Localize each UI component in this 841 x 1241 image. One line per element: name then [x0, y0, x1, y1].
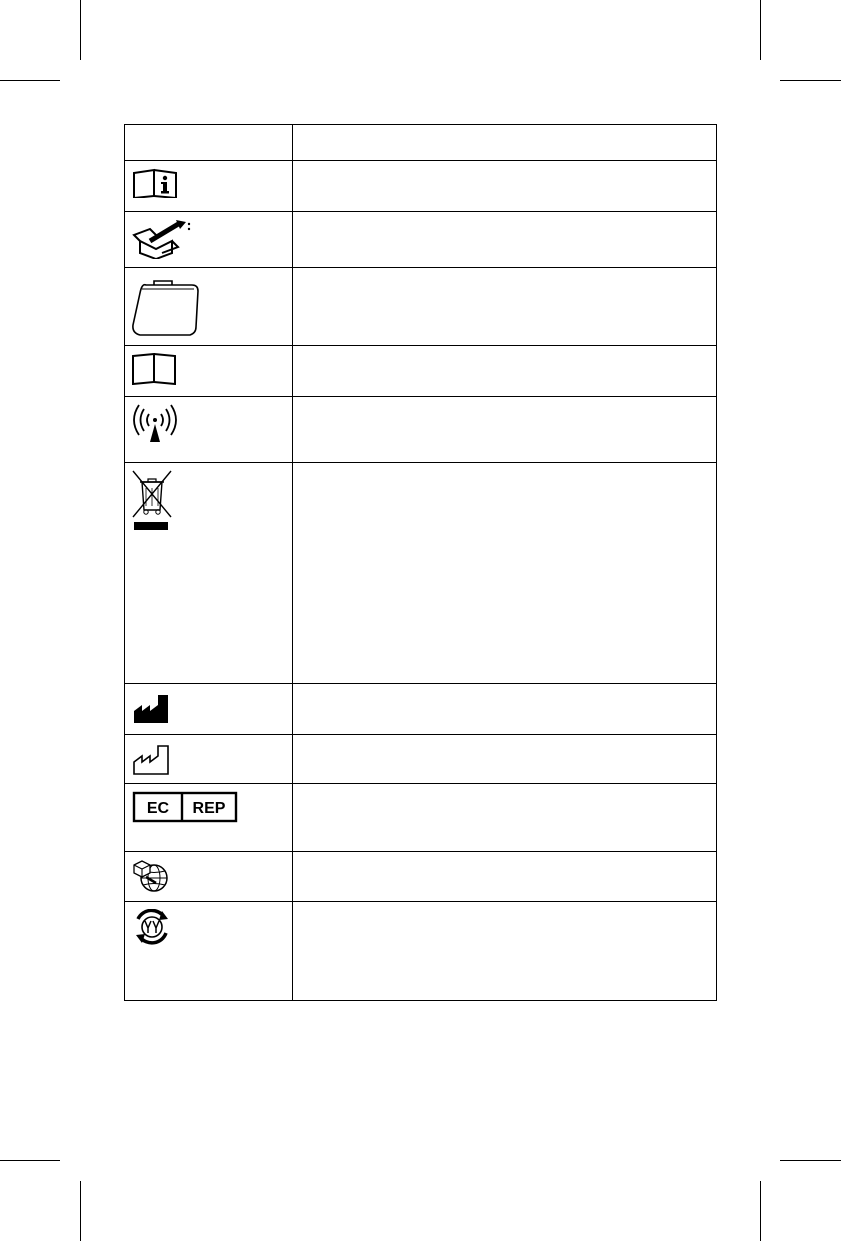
- crop-mark-bottom-left-horizontal: [0, 1160, 60, 1161]
- description-cell: [293, 784, 717, 852]
- table-row: [125, 397, 717, 463]
- description-cell: [293, 212, 717, 268]
- symbol-cell: [125, 346, 293, 397]
- symbol-cell: [125, 735, 293, 784]
- symbol-cell: [125, 397, 293, 463]
- ec-text: EC: [146, 800, 170, 817]
- symbol-cell: [125, 268, 293, 346]
- symbol-cell: [125, 852, 293, 902]
- table-row: [125, 212, 717, 268]
- table-row: [125, 463, 717, 684]
- symbol-cell: [125, 212, 293, 268]
- symbol-cell: [125, 902, 293, 1001]
- table-row: [125, 161, 717, 212]
- symbol-cell: [125, 684, 293, 735]
- symbol-cell: [125, 784, 293, 852]
- description-cell: [293, 161, 717, 212]
- crop-mark-bottom-right-vertical: [760, 1181, 761, 1241]
- symbols-table: [124, 124, 717, 1001]
- crop-mark-top-left-vertical: [80, 0, 81, 60]
- table-row: [125, 852, 717, 902]
- crop-mark-top-right-horizontal: [780, 80, 841, 81]
- description-cell: [293, 735, 717, 784]
- description-cell: [293, 268, 717, 346]
- open-book-icon: [132, 353, 178, 385]
- ec-rep-icon: [132, 791, 238, 825]
- description-cell: [293, 346, 717, 397]
- description-cell: [293, 397, 717, 463]
- table-row: [125, 684, 717, 735]
- environment-friendly-use-period-icon: [132, 909, 172, 947]
- crop-mark-top-right-vertical: [760, 0, 761, 60]
- description-cell: [293, 902, 717, 1001]
- table-row: [125, 346, 717, 397]
- rep-text: REP: [192, 800, 226, 817]
- table-row: [125, 902, 717, 1001]
- symbol-cell: [125, 463, 293, 684]
- crop-mark-bottom-right-horizontal: [780, 1160, 841, 1161]
- unpacking-icon: [132, 219, 192, 259]
- description-cell: [293, 463, 717, 684]
- crop-mark-top-left-horizontal: [0, 80, 60, 81]
- description-cell: [293, 684, 717, 735]
- symbol-column-header: [125, 125, 293, 161]
- description-column-header: [293, 125, 717, 161]
- non-ionizing-radiation-icon: [132, 404, 178, 446]
- manufacturer-icon: [132, 691, 172, 725]
- consult-instructions-icon: [132, 168, 182, 198]
- symbol-cell: [125, 161, 293, 212]
- description-cell: [293, 852, 717, 902]
- crop-mark-bottom-left-vertical: [80, 1181, 81, 1241]
- table-header-row: [125, 125, 717, 161]
- carrying-case-icon: [132, 275, 202, 337]
- table-row: [125, 784, 717, 852]
- date-of-manufacture-icon: [132, 742, 172, 776]
- weee-crossed-bin-icon: [132, 470, 176, 534]
- table-row: [125, 735, 717, 784]
- importer-globe-icon: [132, 859, 172, 893]
- table-row: [125, 268, 717, 346]
